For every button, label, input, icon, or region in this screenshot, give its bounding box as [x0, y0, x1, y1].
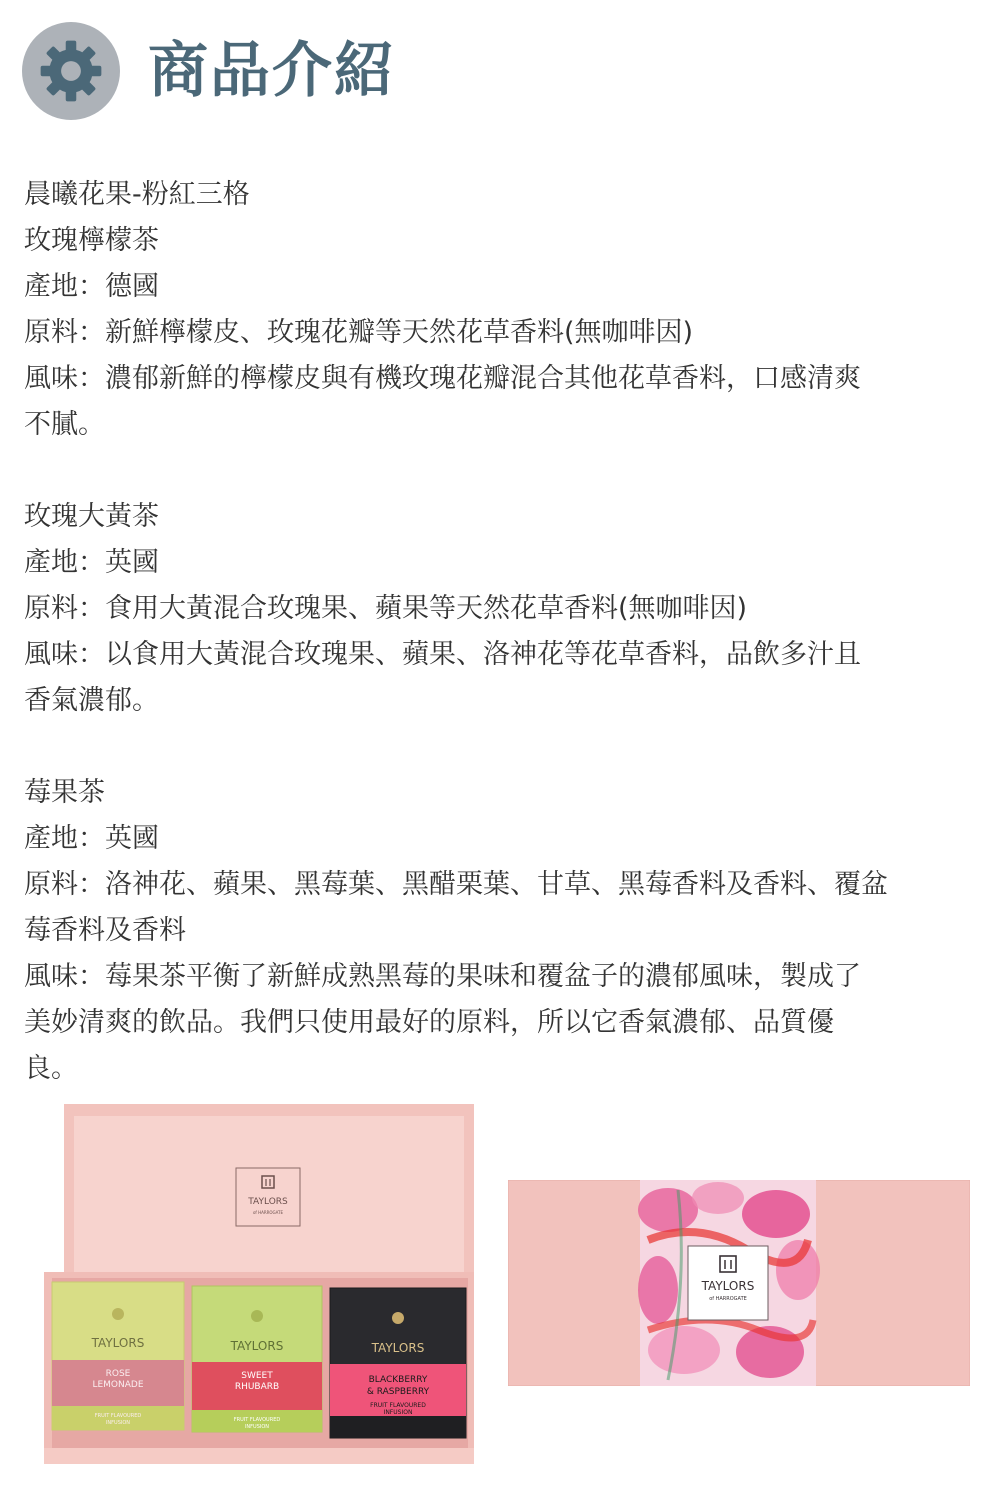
text-line: 產地：英國 — [24, 823, 159, 854]
sachet-type-line1: FRUIT FLAVOURED — [94, 1413, 142, 1419]
crest-icon — [392, 1312, 404, 1324]
text-line: 莓香料及香料 — [24, 915, 186, 946]
label-brand-sub: of HARROGATE — [709, 1296, 747, 1302]
sachet-type-line1: FRUIT FLAVOURED — [233, 1417, 281, 1423]
text-line: 風味：莓果茶平衡了新鮮成熟黑莓的果味和覆盆子的濃郁風味，製成了 — [24, 961, 861, 992]
sachet-blackberry-raspberry — [330, 1288, 466, 1438]
text-line: 玫瑰檸檬茶 — [24, 225, 159, 256]
label-brand: TAYLORS — [701, 1279, 755, 1293]
box-lid-inner — [74, 1116, 464, 1276]
tea-section-berry — [24, 770, 974, 1092]
text-line: 美妙清爽的飲品。我們只使用最好的原料，所以它香氣濃郁、品質優 — [24, 1007, 834, 1038]
text-line: 玫瑰大黃茶 — [24, 501, 159, 532]
text-line: 晨曦花果-粉紅三格 — [24, 179, 250, 210]
box-tray-front — [44, 1448, 474, 1464]
sachet-sweet-rhubarb — [192, 1286, 322, 1432]
text-line: 香氣濃郁。 — [24, 685, 159, 716]
text-line: 原料：洛神花、蘋果、黑莓葉、黑醋栗葉、甘草、黑莓香料及香料、覆盆 — [24, 869, 888, 900]
crest-icon — [251, 1310, 263, 1322]
text-line: 不膩。 — [24, 409, 105, 440]
text-line: 莓果茶 — [24, 777, 105, 808]
text-line: 產地：英國 — [24, 547, 159, 578]
lid-brand: TAYLORS — [248, 1197, 288, 1207]
sachet-name-line2: RHUBARB — [234, 1382, 280, 1392]
sachet-type-line2: INFUSION — [383, 1409, 413, 1416]
open-gift-box-photo — [40, 1102, 480, 1466]
sachet-brand: TAYLORS — [91, 1336, 145, 1350]
sachet-name-line1: BLACKBERRY — [368, 1375, 428, 1385]
tea-section-rose-lemonade — [24, 172, 974, 448]
text-line: 產地：德國 — [24, 271, 159, 302]
text-line: 風味：濃郁新鮮的檸檬皮與有機玫瑰花瓣混合其他花草香料，口感清爽 — [24, 363, 861, 394]
text-line: 良。 — [24, 1053, 78, 1084]
text-line: 風味：以食用大黃混合玫瑰果、蘋果、洛神花等花草香料，品飲多汁且 — [24, 639, 861, 670]
sachet-type-line2: INFUSION — [105, 1420, 131, 1426]
sachet-rose-lemonade — [52, 1282, 184, 1430]
closed-gift-box-photo — [508, 1180, 970, 1386]
product-description — [24, 172, 974, 1092]
page-title: 商品介紹 — [148, 36, 396, 106]
sachet-brand: TAYLORS — [371, 1341, 425, 1355]
sachet-name-line2: & RASPBERRY — [366, 1387, 430, 1397]
sachet-name-line2: LEMONADE — [92, 1380, 144, 1390]
gear-badge — [22, 22, 120, 120]
sachet-name-line1: ROSE — [105, 1369, 131, 1379]
sachet-name-line1: SWEET — [241, 1371, 273, 1381]
tea-section-rhubarb — [24, 494, 974, 724]
text-line: 原料：食用大黃混合玫瑰果、蘋果等天然花草香料(無咖啡因) — [24, 593, 748, 624]
crest-icon — [112, 1308, 124, 1320]
gear-icon — [38, 38, 104, 104]
text-line: 原料：新鮮檸檬皮、玫瑰花瓣等天然花草香料(無咖啡因) — [24, 317, 694, 348]
lid-brand-sub: of HARROGATE — [252, 1210, 284, 1215]
sachet-type-line1: FRUIT FLAVOURED — [370, 1402, 426, 1409]
sachet-brand: TAYLORS — [230, 1339, 284, 1353]
sachet-type-line2: INFUSION — [244, 1424, 270, 1430]
section-header — [22, 22, 396, 120]
